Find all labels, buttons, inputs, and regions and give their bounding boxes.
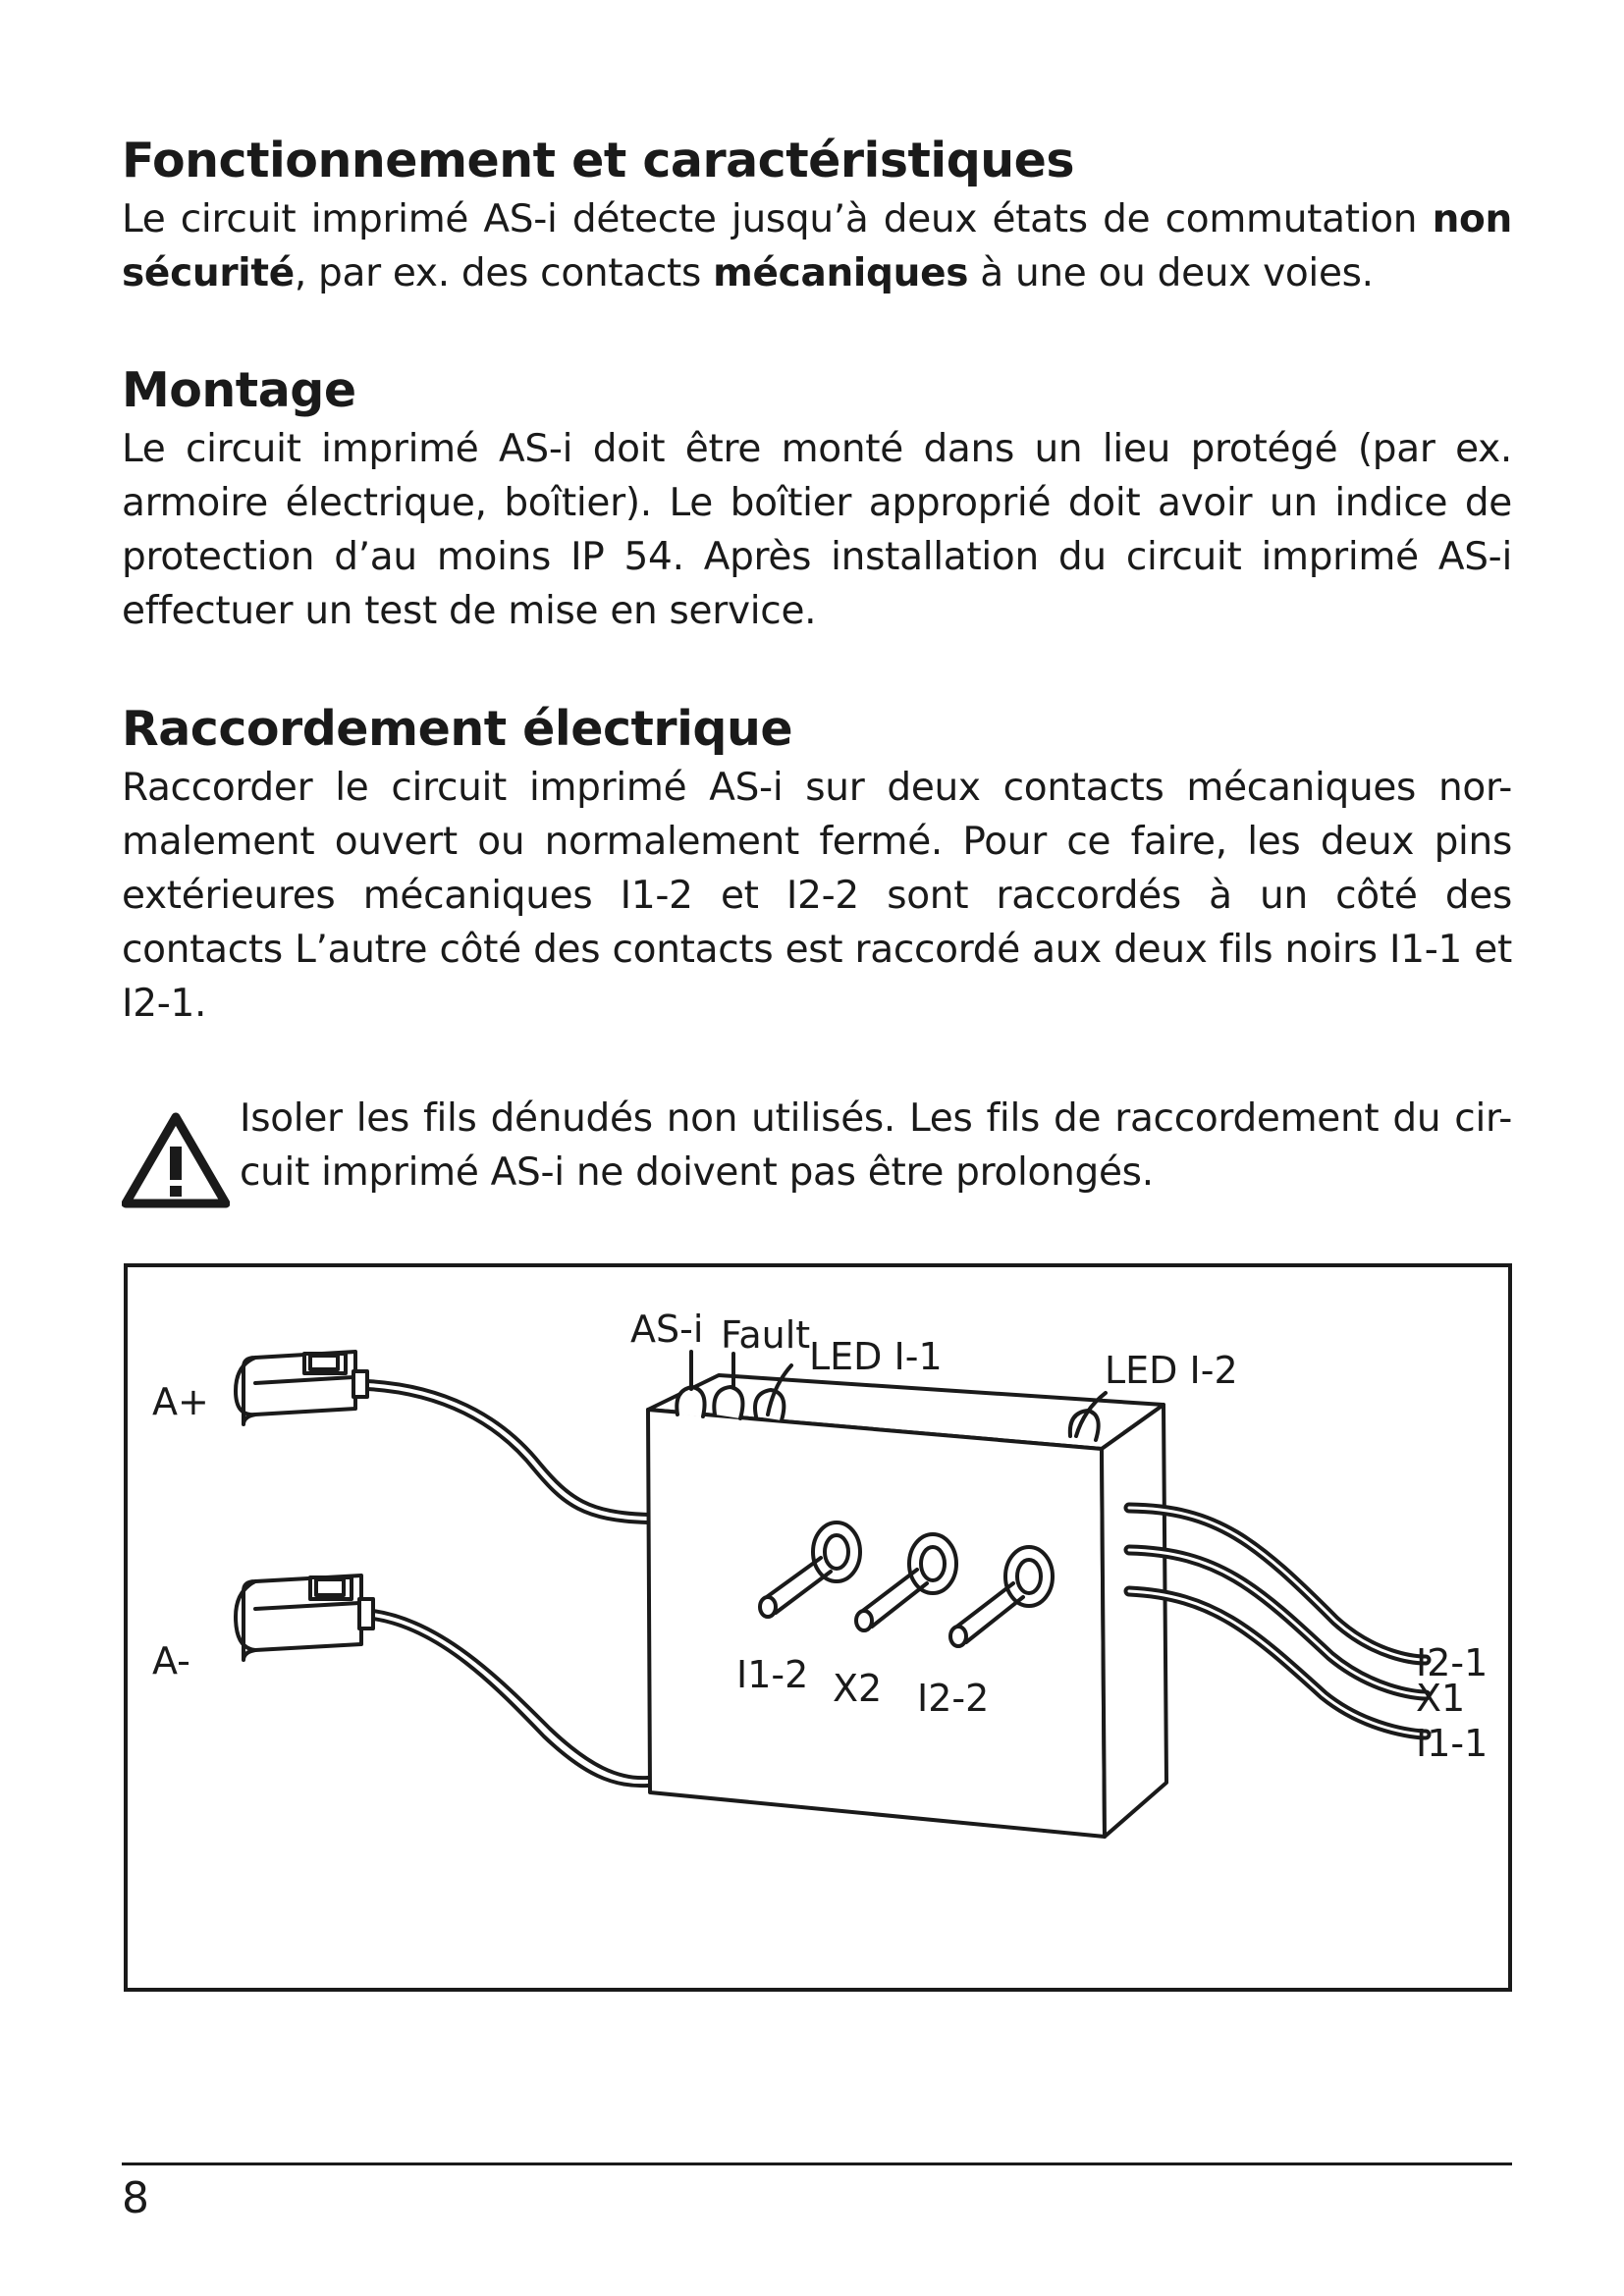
paragraph-montage: Le circuit imprimé AS-i doit être monté dans un lieu protégé (par ex. armoire électrique, boîtier). Le boîtier approprié doit avoir un indice de protection d’au moins IP 54. Après installation du circuit imprimé AS-i effectuer un test de mise en service. (122, 427, 1512, 634)
label-fault: Fault (721, 1313, 811, 1357)
section-fonctionnement (122, 133, 1512, 300)
label-a-plus: A+ (152, 1380, 209, 1423)
connector-a-minus (236, 1575, 373, 1660)
label-led-i1: LED I-1 (809, 1335, 943, 1378)
bold-mecaniques: mécaniques (713, 251, 969, 296)
label-a-minus: A- (152, 1639, 190, 1682)
text-run: , par ex. des contacts (294, 251, 714, 296)
label-i2-2: I2-2 (917, 1677, 990, 1720)
bold-non-securite: non sécurité (122, 197, 1512, 296)
warning-triangle-icon (122, 1111, 230, 1209)
circuit-board (648, 1375, 1166, 1837)
heading-raccordement: Raccordement électrique (122, 701, 793, 757)
label-led-i2: LED I-2 (1105, 1349, 1238, 1392)
text-run: Le circuit imprimé AS-i détecte jusqu’à deux états de commutation (122, 197, 1433, 242)
warning-note (122, 1092, 1512, 1219)
heading-fonctionnement: Fonctionnement et caractéristiques (122, 133, 1075, 188)
label-as-i: AS-i (630, 1308, 704, 1351)
text-run: à une ou deux voies. (968, 251, 1374, 296)
label-i1-1: I1-1 (1416, 1722, 1489, 1765)
paragraph-raccordement: Raccorder le circuit imprimé AS-i sur deux contacts mécaniques nor-malement ouvert ou normalement fermé. Pour ce faire, les deux pins extérieures mécaniques I1-2 et I2-2 sont raccordés à un côté des contacts L’autre côté des contacts est raccordé aux deux fils noirs I1-1 et I2-1. (122, 766, 1512, 1027)
heading-montage: Montage (122, 362, 356, 418)
label-i2-1: I2-1 (1416, 1641, 1489, 1684)
section-raccordement (122, 702, 1512, 1031)
wiring-diagram-drawing (128, 1267, 1508, 1988)
connector-a-plus (236, 1352, 367, 1424)
page-number: 8 (122, 2173, 149, 2223)
section-montage (122, 363, 1512, 638)
wiring-diagram (124, 1263, 1512, 1992)
paragraph-fonctionnement (122, 192, 1512, 300)
label-x1: X1 (1416, 1677, 1466, 1720)
footer-divider (122, 2163, 1512, 2165)
warning-text: Isoler les fils dénudés non utilisés. Les fils de raccordement du cir-cuit imprimé AS-i ne doivent pas être prolongés. (240, 1096, 1512, 1195)
label-i1-2: I1-2 (736, 1653, 809, 1696)
label-x2: X2 (833, 1667, 883, 1710)
